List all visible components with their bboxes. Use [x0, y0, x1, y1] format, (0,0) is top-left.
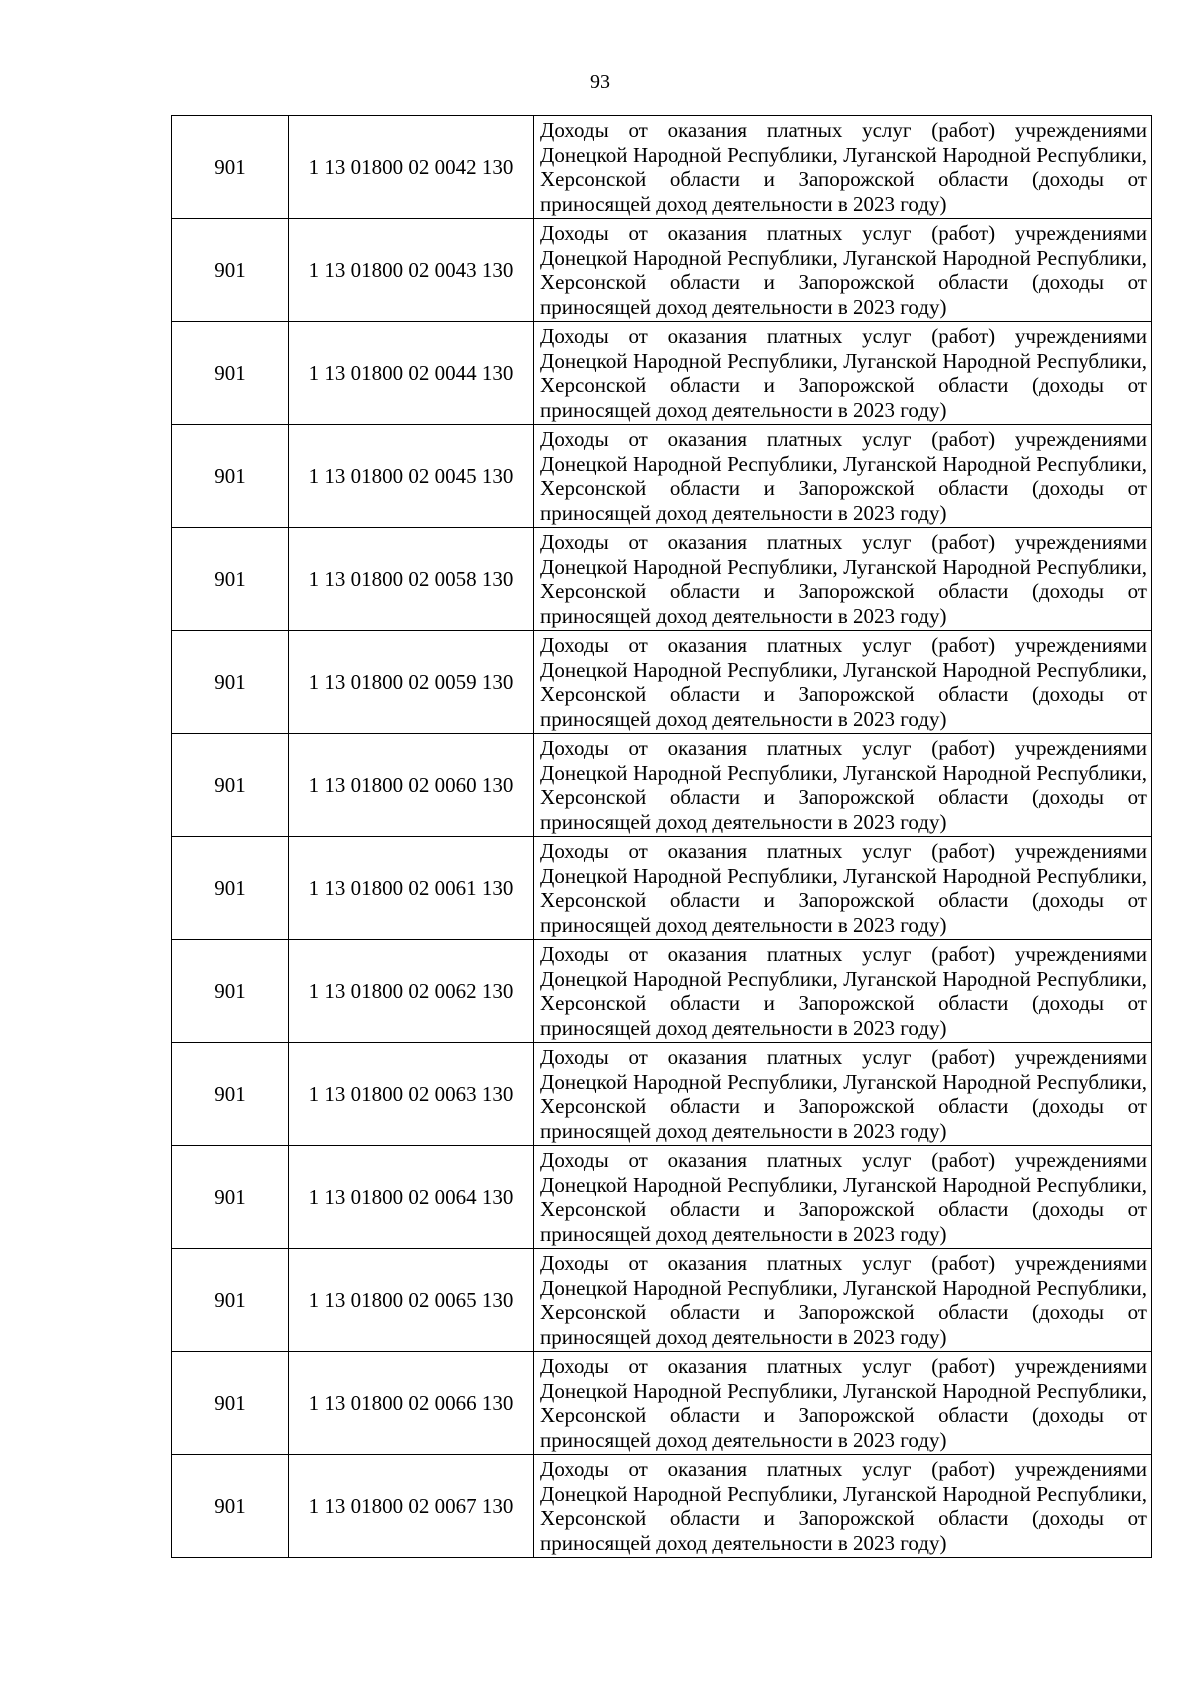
budget-code-cell: 1 13 01800 02 0065 130 — [289, 1249, 534, 1352]
table-row — [172, 1352, 1152, 1455]
table-row — [172, 1455, 1152, 1558]
admin-code-cell: 901 — [172, 631, 289, 734]
description-cell: Доходы от оказания платных услуг (работ) учреждениями Донецкой Народной Республики, Луганской Народной Республики, Херсонской области и Запорожской области (доходы от приносящей доход деятельности в 2023 году) — [534, 1352, 1152, 1455]
description-cell: Доходы от оказания платных услуг (работ) учреждениями Донецкой Народной Республики, Луганской Народной Республики, Херсонской области и Запорожской области (доходы от приносящей доход деятельности в 2023 году) — [534, 837, 1152, 940]
budget-code-cell: 1 13 01800 02 0043 130 — [289, 219, 534, 322]
description-cell: Доходы от оказания платных услуг (работ) учреждениями Донецкой Народной Республики, Луганской Народной Республики, Херсонской области и Запорожской области (доходы от приносящей доход деятельности в 2023 году) — [534, 219, 1152, 322]
budget-code-cell: 1 13 01800 02 0058 130 — [289, 528, 534, 631]
description-cell: Доходы от оказания платных услуг (работ) учреждениями Донецкой Народной Республики, Луганской Народной Республики, Херсонской области и Запорожской области (доходы от приносящей доход деятельности в 2023 году) — [534, 1043, 1152, 1146]
admin-code-cell: 901 — [172, 734, 289, 837]
admin-code-cell: 901 — [172, 116, 289, 219]
budget-code-cell: 1 13 01800 02 0059 130 — [289, 631, 534, 734]
description-cell: Доходы от оказания платных услуг (работ) учреждениями Донецкой Народной Республики, Луганской Народной Республики, Херсонской области и Запорожской области (доходы от приносящей доход деятельности в 2023 году) — [534, 528, 1152, 631]
budget-code-cell: 1 13 01800 02 0064 130 — [289, 1146, 534, 1249]
admin-code-cell: 901 — [172, 1249, 289, 1352]
table-row — [172, 837, 1152, 940]
description-cell: Доходы от оказания платных услуг (работ) учреждениями Донецкой Народной Республики, Луганской Народной Республики, Херсонской области и Запорожской области (доходы от приносящей доход деятельности в 2023 году) — [534, 425, 1152, 528]
admin-code-cell: 901 — [172, 219, 289, 322]
admin-code-cell: 901 — [172, 1043, 289, 1146]
admin-code-cell: 901 — [172, 940, 289, 1043]
description-cell: Доходы от оказания платных услуг (работ) учреждениями Донецкой Народной Республики, Луганской Народной Республики, Херсонской области и Запорожской области (доходы от приносящей доход деятельности в 2023 году) — [534, 940, 1152, 1043]
admin-code-cell: 901 — [172, 528, 289, 631]
table-row — [172, 1043, 1152, 1146]
budget-code-cell: 1 13 01800 02 0066 130 — [289, 1352, 534, 1455]
description-cell: Доходы от оказания платных услуг (работ) учреждениями Донецкой Народной Республики, Луганской Народной Республики, Херсонской области и Запорожской области (доходы от приносящей доход деятельности в 2023 году) — [534, 631, 1152, 734]
page-number: 93 — [590, 71, 610, 93]
table-row — [172, 425, 1152, 528]
table-row — [172, 219, 1152, 322]
table-body — [172, 116, 1152, 1558]
budget-codes-table — [171, 115, 1152, 1558]
budget-code-cell: 1 13 01800 02 0042 130 — [289, 116, 534, 219]
table-row — [172, 631, 1152, 734]
description-cell: Доходы от оказания платных услуг (работ) учреждениями Донецкой Народной Республики, Луганской Народной Республики, Херсонской области и Запорожской области (доходы от приносящей доход деятельности в 2023 году) — [534, 322, 1152, 425]
description-cell: Доходы от оказания платных услуг (работ) учреждениями Донецкой Народной Республики, Луганской Народной Республики, Херсонской области и Запорожской области (доходы от приносящей доход деятельности в 2023 году) — [534, 734, 1152, 837]
admin-code-cell: 901 — [172, 837, 289, 940]
admin-code-cell: 901 — [172, 322, 289, 425]
description-cell: Доходы от оказания платных услуг (работ) учреждениями Донецкой Народной Республики, Луганской Народной Республики, Херсонской области и Запорожской области (доходы от приносящей доход деятельности в 2023 году) — [534, 1249, 1152, 1352]
admin-code-cell: 901 — [172, 1455, 289, 1558]
table-row — [172, 940, 1152, 1043]
budget-code-cell: 1 13 01800 02 0045 130 — [289, 425, 534, 528]
budget-code-cell: 1 13 01800 02 0062 130 — [289, 940, 534, 1043]
admin-code-cell: 901 — [172, 425, 289, 528]
table-row — [172, 1249, 1152, 1352]
table-row — [172, 116, 1152, 219]
table-row — [172, 1146, 1152, 1249]
budget-code-cell: 1 13 01800 02 0060 130 — [289, 734, 534, 837]
budget-code-cell: 1 13 01800 02 0044 130 — [289, 322, 534, 425]
admin-code-cell: 901 — [172, 1352, 289, 1455]
budget-code-cell: 1 13 01800 02 0061 130 — [289, 837, 534, 940]
description-cell: Доходы от оказания платных услуг (работ) учреждениями Донецкой Народной Республики, Луганской Народной Республики, Херсонской области и Запорожской области (доходы от приносящей доход деятельности в 2023 году) — [534, 1146, 1152, 1249]
table-row — [172, 734, 1152, 837]
table-row — [172, 528, 1152, 631]
description-cell: Доходы от оказания платных услуг (работ) учреждениями Донецкой Народной Республики, Луганской Народной Республики, Херсонской области и Запорожской области (доходы от приносящей доход деятельности в 2023 году) — [534, 116, 1152, 219]
description-cell: Доходы от оказания платных услуг (работ) учреждениями Донецкой Народной Республики, Луганской Народной Республики, Херсонской области и Запорожской области (доходы от приносящей доход деятельности в 2023 году) — [534, 1455, 1152, 1558]
budget-code-cell: 1 13 01800 02 0063 130 — [289, 1043, 534, 1146]
budget-code-cell: 1 13 01800 02 0067 130 — [289, 1455, 534, 1558]
admin-code-cell: 901 — [172, 1146, 289, 1249]
table-row — [172, 322, 1152, 425]
